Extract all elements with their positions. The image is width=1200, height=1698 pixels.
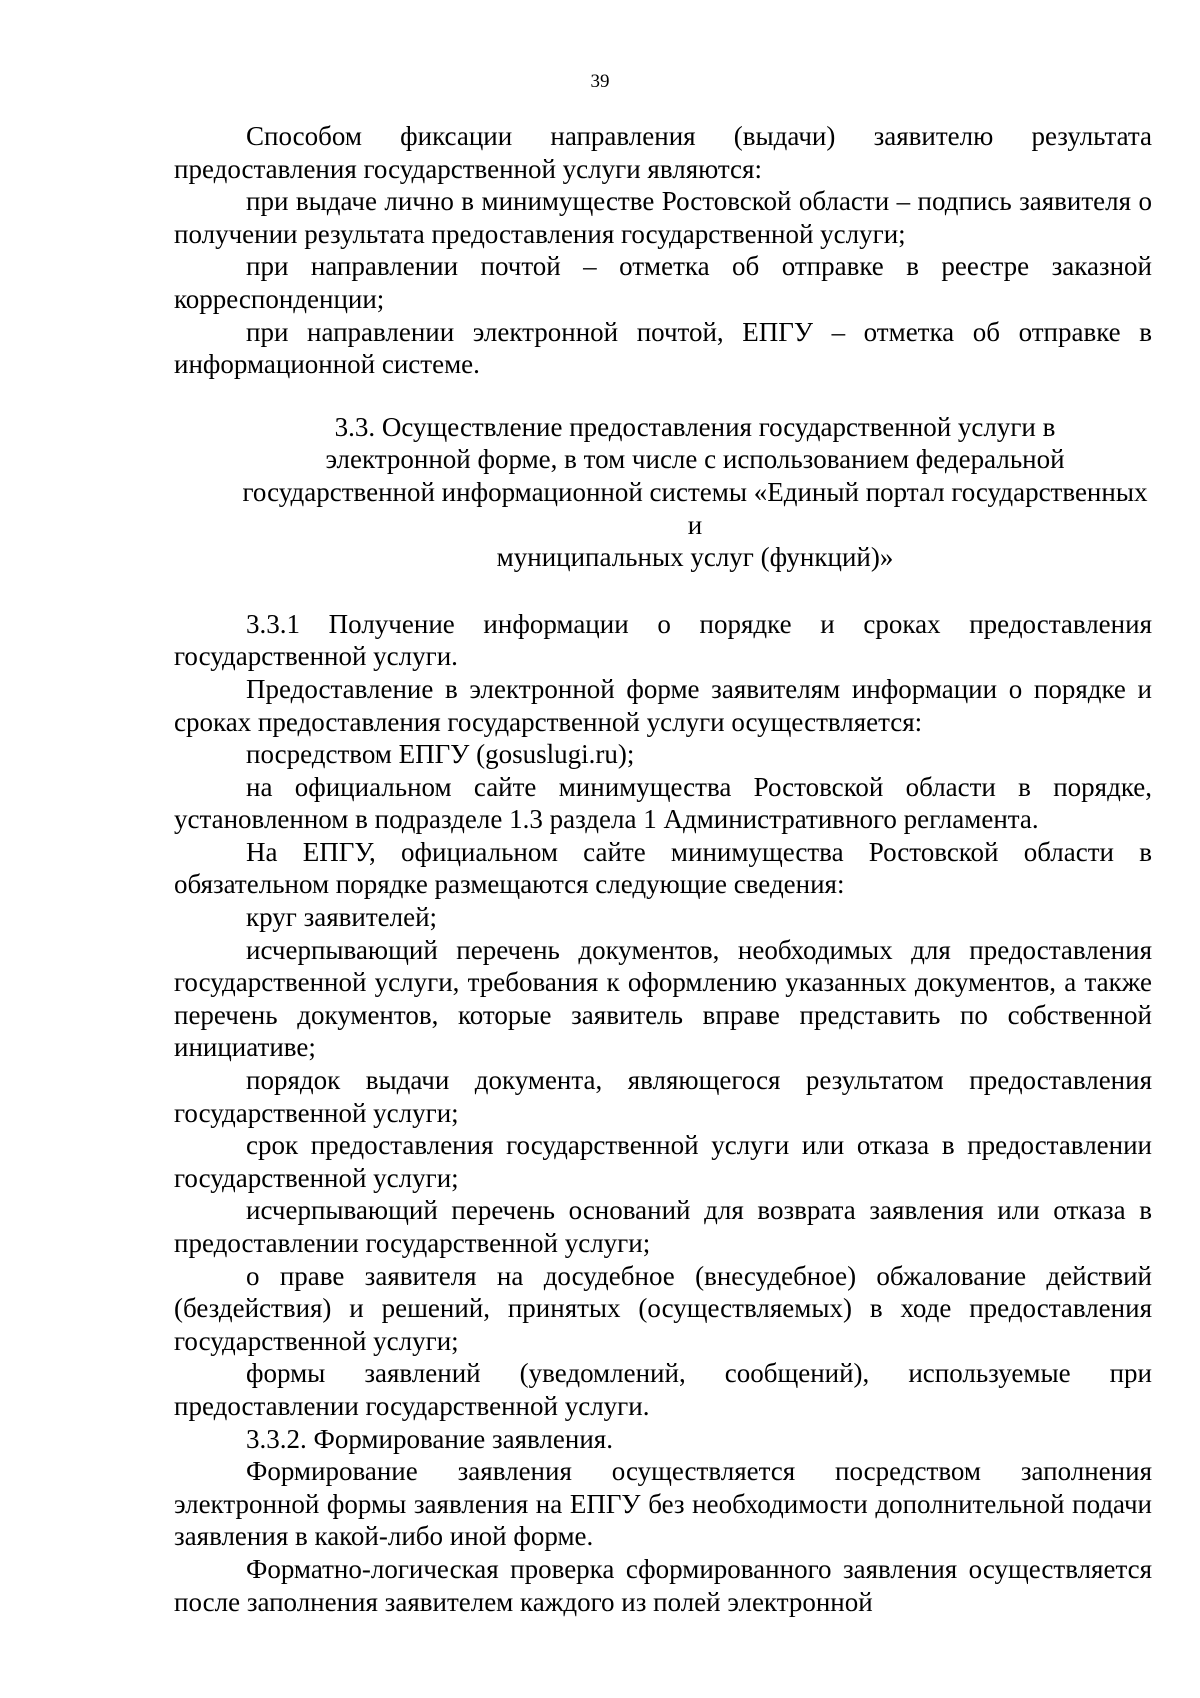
paragraph-fixation-method: Способом фиксации направления (выдачи) заявителю результата предоставления государственной услуги являются: <box>174 121 1152 184</box>
list-item: круг заявителей; <box>246 902 438 933</box>
paragraph-official-site: на официальном сайте минимущества Ростовской области в порядке, установленном в подразделе 1.3 раздела 1 Административного регламента. <box>174 771 1152 835</box>
paragraph-personal-delivery: при выдаче лично в минимуществе Ростовской области – подпись заявителя о получении результата предоставления государственной услуги; <box>174 186 1152 249</box>
section-heading-line: 3.3. Осуществление предоставления государственной услуги в <box>334 411 1056 442</box>
list-item: формы заявлений (уведомлений, сообщений), используемые при предоставлении государственной услуги. <box>174 1358 1152 1421</box>
paragraph-mandatory-info: На ЕПГУ, официальном сайте минимущества Ростовской области в обязательном порядке размещаются следующие сведения: <box>174 836 1152 900</box>
page-number: 39 <box>590 71 610 92</box>
spacer <box>174 574 1152 608</box>
section-heading-line: электронной форме, в том числе с использованием федеральной <box>325 444 1065 475</box>
paragraph-3-3-1-heading: 3.3.1 Получение информации о порядке и сроках предоставления государственной услуги. <box>174 608 1152 672</box>
paragraph-application-forming: Формирование заявления осуществляется посредством заполнения электронной формы заявления на ЕПГУ без необходимости дополнительной подачи заявления в какой-либо иной форме. <box>174 1456 1152 1552</box>
paragraph-format-check: Форматно-логическая проверка сформированного заявления осуществляется после заполнения заявителем каждого из полей электронной <box>174 1553 1152 1617</box>
paragraph-electronic-delivery: при направлении электронной почтой, ЕПГУ – отметка об отправке в информационной системе. <box>174 316 1152 380</box>
section-heading-line: государственной информационной системы «Единый портал государственных и <box>242 476 1148 540</box>
paragraph-info-provision: Предоставление в электронной форме заявителям информации о порядке и сроках предоставления государственной услуги осуществляется: <box>174 673 1152 737</box>
paragraph-postal-delivery: при направлении почтой – отметка об отправке в реестре заказной корреспонденции; <box>174 251 1152 314</box>
section-heading-line: муниципальных услуг (функций)» <box>496 542 894 573</box>
section-heading <box>174 411 1152 574</box>
list-item: срок предоставления государственной услуги или отказа в предоставлении государственной услуги; <box>174 1130 1152 1193</box>
document-body <box>174 120 1152 1618</box>
list-item: исчерпывающий перечень оснований для возврата заявления или отказа в предоставлении государственной услуги; <box>174 1195 1152 1258</box>
list-item: о праве заявителя на досудебное (внесудебное) обжалование действий (бездействия) и решений, принятых (осуществляемых) в ходе предоставления государственной услуги; <box>174 1260 1152 1356</box>
spacer <box>174 381 1152 411</box>
paragraph-3-3-2-heading: 3.3.2. Формирование заявления. <box>246 1423 613 1454</box>
list-item: порядок выдачи документа, являющегося результатом предоставления государственной услуги; <box>174 1065 1152 1128</box>
paragraph-via-epgu: посредством ЕПГУ (gosuslugi.ru); <box>246 739 635 770</box>
list-item: исчерпывающий перечень документов, необходимых для предоставления государственной услуги, требования к оформлению указанных документов, а также перечень документов, которые заявитель вправе представить по собственной инициативе; <box>174 934 1152 1063</box>
